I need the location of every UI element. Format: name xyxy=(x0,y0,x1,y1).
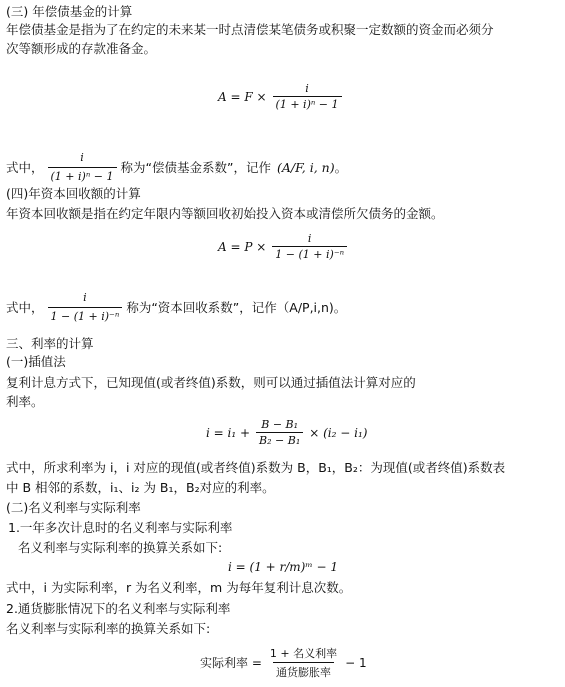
note-prefix: 式中， xyxy=(6,159,44,175)
fraction xyxy=(48,150,117,185)
fraction xyxy=(272,232,347,261)
formula-compounding xyxy=(228,560,338,574)
fraction xyxy=(256,418,303,447)
formula-inflation xyxy=(200,645,367,680)
paragraph: 次等额形成的存款准备金。 xyxy=(6,41,157,56)
formula-sinking-fund xyxy=(218,82,342,111)
formula-rhs: − 1 xyxy=(345,655,367,670)
denominator: B₂ − B₁ xyxy=(256,432,303,447)
paragraph: 式中，所求利率为 i，i 对应的现值(或者终值)系数为 B，B₁，B₂：为现值(或者终值)系数表 xyxy=(6,460,506,475)
denominator: 1 − (1 + i)⁻ⁿ xyxy=(272,246,347,261)
paragraph: 中 B 相邻的系数，i₁、i₂ 为 B₁，B₂对应的利率。 xyxy=(6,480,275,495)
notation-code: (A/F, i, n) xyxy=(276,159,335,175)
formula-rhs: × (i₂ − i₁) xyxy=(309,425,368,440)
numerator: B − B₁ xyxy=(261,418,299,431)
list-item: 2.通货膨胀情况下的名义利率与实际利率 xyxy=(6,601,231,616)
numerator: i xyxy=(307,232,312,245)
paragraph: 名义利率与实际利率的换算关系如下: xyxy=(18,540,223,555)
note-text: 称为“偿债基金系数”，记作 xyxy=(120,159,271,175)
paragraph: 年资本回收额是指在约定年限内等额回收初始投入资本或清偿所欠债务的金额。 xyxy=(6,206,444,221)
numerator: 1 + 名义利率 xyxy=(269,647,338,660)
numerator: i xyxy=(80,151,84,164)
formula-lhs: A = P × xyxy=(218,239,267,254)
fraction xyxy=(48,290,123,325)
fraction xyxy=(268,645,339,680)
paragraph: 式中，i 为实际利率，r 为名义利率，m 为每年复利计息次数。 xyxy=(6,580,352,595)
formula-lhs: A = F × xyxy=(218,89,267,104)
denominator: 通货膨胀率 xyxy=(273,662,334,680)
formula-lhs: i = i₁ + xyxy=(206,425,251,440)
paragraph: 年偿债基金是指为了在约定的未来某一时点清偿某笔债务或积聚一定数额的资金而必须分 xyxy=(6,22,494,37)
section-heading-sinking-fund: (三) 年偿债基金的计算 xyxy=(6,4,133,19)
formula-lhs: 实际利率 = xyxy=(200,656,262,670)
denominator: 1 − (1 + i)⁻ⁿ xyxy=(48,307,123,325)
section-heading-capital-recovery: (四)年资本回收额的计算 xyxy=(6,186,141,201)
note-line xyxy=(6,290,346,325)
formula-capital-recovery xyxy=(218,232,347,261)
denominator: (1 + i)ⁿ − 1 xyxy=(273,96,342,111)
section-heading-interest-rate: 三、利率的计算 xyxy=(6,336,94,351)
note-end: 。 xyxy=(334,159,348,175)
fraction xyxy=(273,82,342,111)
formula: i = (1 + r/m)ᵐ − 1 xyxy=(228,560,339,574)
paragraph: 复利计息方式下，已知现值(或者终值)系数，则可以通过插值法计算对应的 xyxy=(6,375,416,390)
formula-interpolation xyxy=(206,418,367,447)
subheading-interpolation: (一)插值法 xyxy=(6,354,66,369)
numerator: i xyxy=(305,82,309,95)
list-item: 1.一年多次计息时的名义利率与实际利率 xyxy=(8,520,233,535)
denominator: (1 + i)ⁿ − 1 xyxy=(48,167,117,185)
subheading-nominal-real: (二)名义利率与实际利率 xyxy=(6,500,141,515)
numerator: i xyxy=(83,291,87,304)
paragraph: 名义利率与实际利率的换算关系如下: xyxy=(6,621,211,636)
note-prefix: 式中， xyxy=(6,299,44,315)
paragraph: 利率。 xyxy=(6,394,44,409)
note-line xyxy=(6,150,347,185)
note-text: 称为“资本回收系数”，记作（A/P,i,n)。 xyxy=(126,299,347,315)
